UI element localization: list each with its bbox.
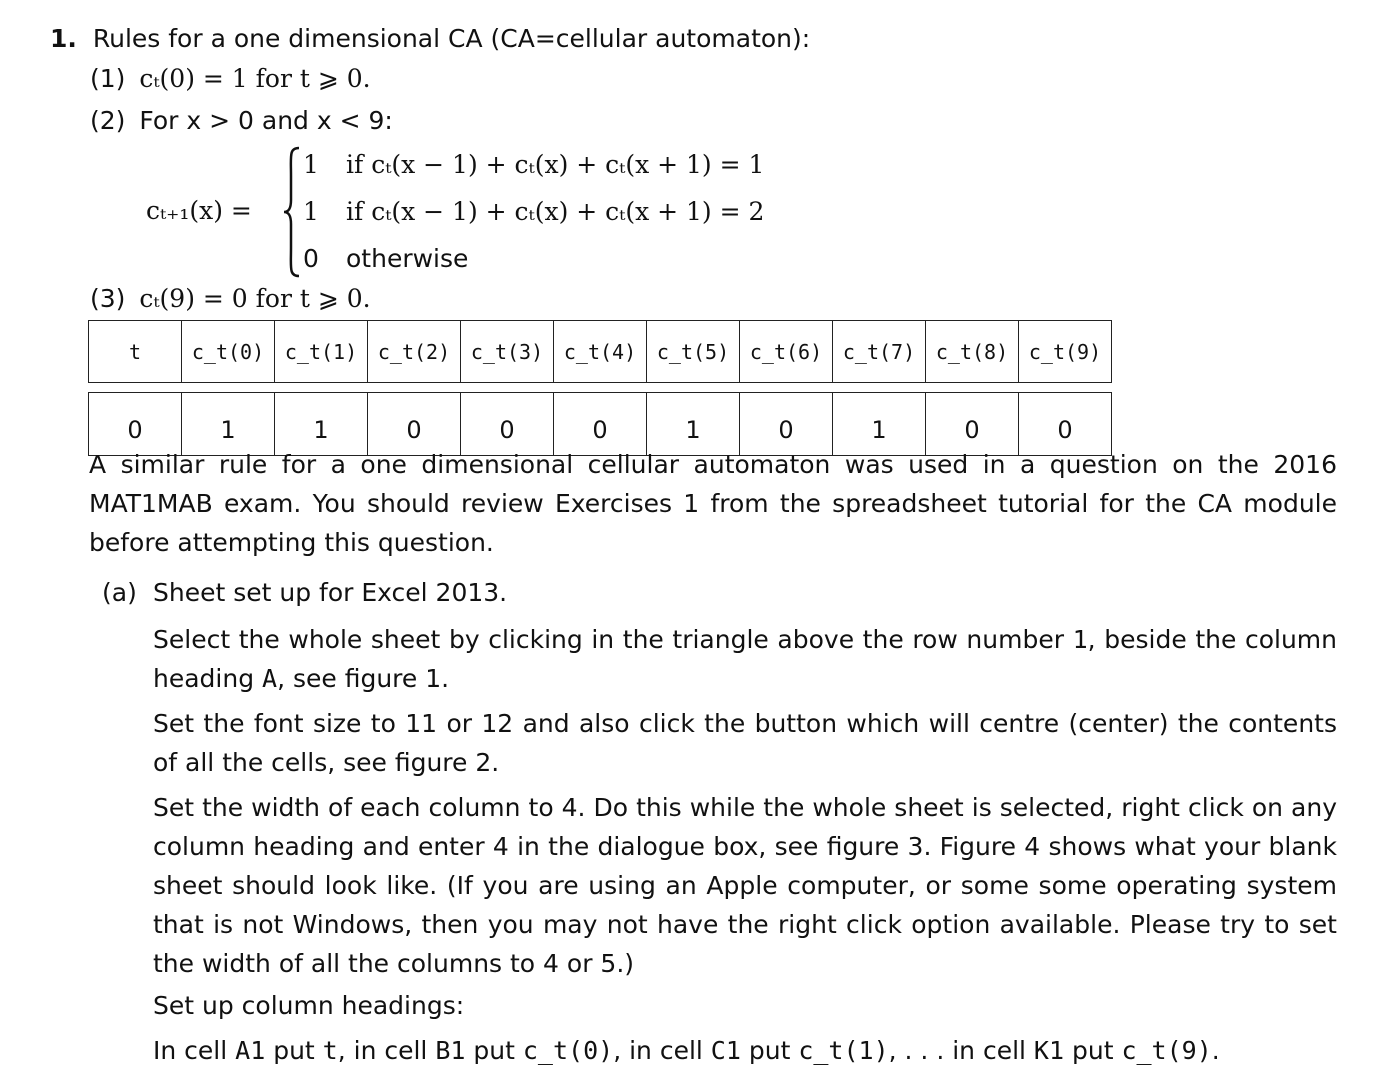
table-header-cell: c_t(8) xyxy=(926,321,1019,383)
table-header-cell: c_t(5) xyxy=(647,321,740,383)
rule-2 xyxy=(90,106,393,135)
cell-value-code: c_t(1) xyxy=(798,1036,889,1065)
part-a-paragraph-5 xyxy=(153,1036,1220,1065)
part-a-paragraph-4: Set up column headings: xyxy=(153,991,465,1020)
cell-value-code: c_t(9) xyxy=(1121,1036,1212,1065)
piecewise-brace xyxy=(283,146,301,278)
rule-3-number: (3) xyxy=(90,284,126,313)
case-3-value: 0 xyxy=(303,244,319,273)
table-header-cell: c_t(0) xyxy=(182,321,275,383)
rule-3-formula: cₜ(9) = 0 for t ⩾ 0. xyxy=(139,284,371,313)
cell-ref-code: C1 xyxy=(710,1036,741,1065)
table-cell: 0 xyxy=(1019,393,1112,456)
question-title: Rules for a one dimensional CA (CA=cellular automaton): xyxy=(92,24,811,53)
table-cell: 1 xyxy=(275,393,368,456)
table-cell: 1 xyxy=(182,393,275,456)
case-2-condition: if cₜ(x − 1) + cₜ(x) + cₜ(x + 1) = 2 xyxy=(346,197,765,226)
part-a-paragraph-2: Set the font size to 11 or 12 and also click the button which will centre (center) the contents of all the cells, see figure 2. xyxy=(153,709,1337,777)
p1-text: , beside the column heading xyxy=(153,625,1337,693)
table-header-cell: c_t(2) xyxy=(368,321,461,383)
p5-text: put xyxy=(1064,1036,1122,1065)
case-3-condition: otherwise xyxy=(346,244,469,273)
p5-text: put xyxy=(265,1036,323,1065)
part-a-paragraph-3: Set the width of each column to 4. Do this while the whole sheet is selected, right click on any column heading and enter 4 in the dialogue box, see figure 3. Figure 4 shows what your blank sheet should look like. (If you are using an Apple computer, or some some operating system that is not Windows, then you may not have the right click option available. Please try to set the width of all the columns to 4 or 5.) xyxy=(153,793,1337,978)
piecewise-lhs: cₜ₊₁(x) = xyxy=(146,196,252,225)
table-cell: 1 xyxy=(647,393,740,456)
table-header-cell: c_t(6) xyxy=(740,321,833,383)
p5-text: In cell xyxy=(153,1036,236,1065)
rule-1-formula: cₜ(0) = 1 for t ⩾ 0. xyxy=(139,64,371,93)
table-cell: 0 xyxy=(926,393,1019,456)
p5-text: . xyxy=(1211,1036,1220,1065)
row-number-code: 1 xyxy=(1072,625,1088,654)
case-1-condition: if cₜ(x − 1) + cₜ(x) + cₜ(x + 1) = 1 xyxy=(346,150,765,179)
table-header-cell: c_t(1) xyxy=(275,321,368,383)
case-1-value: 1 xyxy=(303,150,319,179)
cell-ref-code: K1 xyxy=(1033,1036,1065,1065)
p5-text: put xyxy=(740,1036,799,1065)
ca-table xyxy=(88,320,1112,456)
table-header-cell: c_t(3) xyxy=(461,321,554,383)
p1-text: , see figure 1. xyxy=(277,664,450,693)
intro-paragraph: A similar rule for a one dimensional cellular automaton was used in a question on the 2016 MAT1MAB exam. You should review Exercises 1 from the spreadsheet tutorial for the CA module before attempting this question. xyxy=(89,450,1337,557)
question-number: 1. xyxy=(50,24,77,53)
table-header-cell: c_t(4) xyxy=(554,321,647,383)
part-a-paragraph-1 xyxy=(153,620,1337,698)
table-cell: 0 xyxy=(461,393,554,456)
part-a-heading: Sheet set up for Excel 2013. xyxy=(153,578,508,607)
rule-2-number: (2) xyxy=(90,106,126,135)
rule-1-number: (1) xyxy=(90,64,126,93)
table-header-cell: c_t(7) xyxy=(833,321,926,383)
table-cell: 1 xyxy=(833,393,926,456)
table-cell: 0 xyxy=(554,393,647,456)
part-a-label: (a) xyxy=(102,578,137,607)
table-header-cell: c_t(9) xyxy=(1019,321,1112,383)
p5-text: put xyxy=(465,1036,523,1065)
p5-text: , in cell xyxy=(613,1036,711,1065)
table-cell: 0 xyxy=(89,393,182,456)
cell-ref-code: A1 xyxy=(235,1036,266,1065)
table-header-row xyxy=(89,321,1112,383)
rule-2-text: For x > 0 and x < 9: xyxy=(139,106,393,135)
cell-value-code: c_t(0) xyxy=(522,1036,614,1065)
case-2-value: 1 xyxy=(303,197,319,226)
cell-value-code: t xyxy=(322,1036,338,1065)
rule-1 xyxy=(90,64,371,93)
p5-text: , . . . in cell xyxy=(888,1036,1034,1065)
cell-ref-code: B1 xyxy=(435,1036,466,1065)
table-header-cell: t xyxy=(89,321,182,383)
p1-text: Select the whole sheet by clicking in the triangle above the row number xyxy=(153,625,1073,654)
column-heading-code: A xyxy=(262,664,278,693)
table-cell: 0 xyxy=(368,393,461,456)
table-cell: 0 xyxy=(740,393,833,456)
question-heading xyxy=(50,24,810,53)
p5-text: , in cell xyxy=(337,1036,436,1065)
table-spacer-row xyxy=(89,383,1112,393)
rule-3 xyxy=(90,284,371,313)
